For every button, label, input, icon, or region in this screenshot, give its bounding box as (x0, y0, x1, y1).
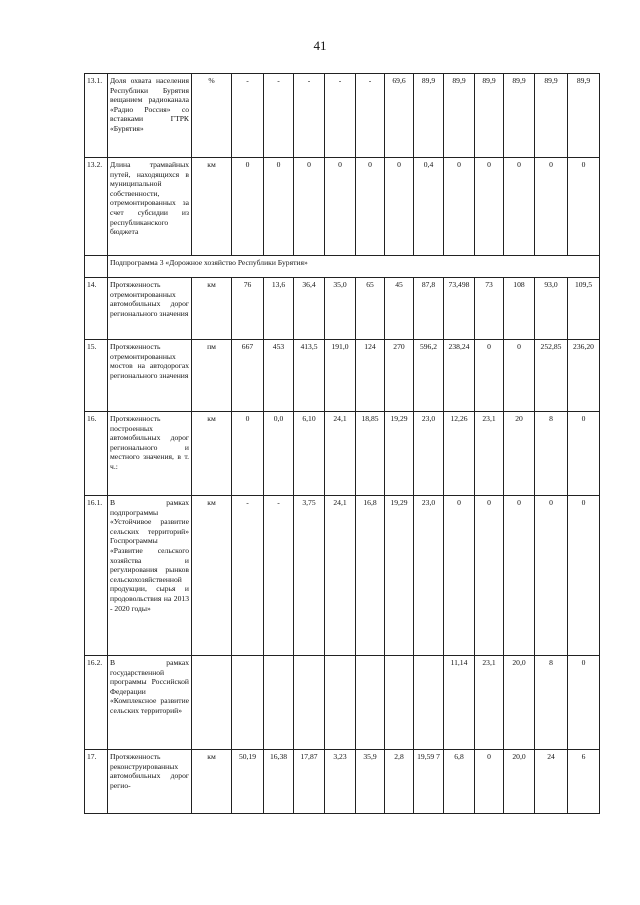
value-cell: 236,20 (568, 340, 600, 412)
value-cell: - (264, 496, 294, 656)
value-cell: 2,8 (385, 750, 414, 814)
value-cell: 16,8 (356, 496, 385, 656)
value-cell: 0 (568, 656, 600, 750)
value-cell: 16,38 (264, 750, 294, 814)
indicator-name: В рамках государственной программы Российской Федерации «Комплексное развитие сельских территорий» (108, 656, 192, 750)
value-cell: 73 (475, 278, 504, 340)
value-cell: 0 (294, 158, 325, 256)
subprogram-row (85, 256, 600, 278)
value-cell: 69,6 (385, 74, 414, 158)
value-cell: 270 (385, 340, 414, 412)
indicator-name: В рамках подпрограммы «Устойчивое развитие сельских территорий» Госпрограммы «Развитие сельского хозяйства и регулирования рынков сельскохозяйственной продукции, сырья и продовольствия на 2013 - 2020 годы» (108, 496, 192, 656)
indicator-name: Протяженность отремонтированных автомобильных дорог регионального значения (108, 278, 192, 340)
unit-cell: пм (192, 340, 232, 412)
value-cell: 19,29 (385, 496, 414, 656)
value-cell: 3,23 (325, 750, 356, 814)
value-cell: 0 (504, 158, 535, 256)
value-cell: 50,19 (232, 750, 264, 814)
value-cell: 89,9 (444, 74, 475, 158)
value-cell: 87,8 (414, 278, 444, 340)
value-cell: 36,4 (294, 278, 325, 340)
value-cell: 0 (385, 158, 414, 256)
subprogram-title: Подпрограмма 3 «Дорожное хозяйство Республики Бурятия» (108, 256, 600, 278)
value-cell: 0 (568, 412, 600, 496)
value-cell: 0 (535, 158, 568, 256)
value-cell (385, 656, 414, 750)
row-number: 16. (85, 412, 108, 496)
value-cell: 89,9 (504, 74, 535, 158)
table-row (85, 74, 600, 158)
value-cell: 0 (475, 496, 504, 656)
value-cell: 108 (504, 278, 535, 340)
value-cell: 0 (504, 340, 535, 412)
value-cell: 24 (535, 750, 568, 814)
value-cell: 12,26 (444, 412, 475, 496)
value-cell: 3,75 (294, 496, 325, 656)
value-cell (294, 656, 325, 750)
value-cell: 17,87 (294, 750, 325, 814)
unit-cell: км (192, 158, 232, 256)
value-cell: 23,1 (475, 656, 504, 750)
value-cell: 23,0 (414, 412, 444, 496)
value-cell: 252,85 (535, 340, 568, 412)
value-cell: 89,9 (475, 74, 504, 158)
indicator-name: Протяженность отремонтированных мостов на автодорогах регионального значения (108, 340, 192, 412)
unit-cell: км (192, 278, 232, 340)
value-cell: 20,0 (504, 656, 535, 750)
value-cell: 45 (385, 278, 414, 340)
value-cell (356, 656, 385, 750)
table-row (85, 496, 600, 656)
indicator-name: Доля охвата населения Республики Бурятия вещанием радиоканала «Радио Россия» со вставками ГТРК «Бурятия» (108, 74, 192, 158)
value-cell: 13,6 (264, 278, 294, 340)
value-cell: 0 (535, 496, 568, 656)
indicator-name: Протяженность построенных автомобильных дорог регионального и местного значения, в т. ч.: (108, 412, 192, 496)
value-cell (232, 656, 264, 750)
row-number: 15. (85, 340, 108, 412)
value-cell: 413,5 (294, 340, 325, 412)
value-cell: 109,5 (568, 278, 600, 340)
value-cell: 0 (356, 158, 385, 256)
indicator-name: Протяженность реконструированных автомобильных дорог регио- (108, 750, 192, 814)
value-cell: 0 (475, 158, 504, 256)
row-number-cell (85, 256, 108, 278)
value-cell: 596,2 (414, 340, 444, 412)
value-cell: 24,1 (325, 412, 356, 496)
value-cell: 238,24 (444, 340, 475, 412)
value-cell (264, 656, 294, 750)
row-number: 13.1. (85, 74, 108, 158)
value-cell: 0 (232, 158, 264, 256)
value-cell: 8 (535, 412, 568, 496)
value-cell: 6,10 (294, 412, 325, 496)
value-cell: 667 (232, 340, 264, 412)
value-cell: 0 (568, 496, 600, 656)
value-cell: 19,59 7 (414, 750, 444, 814)
value-cell: 124 (356, 340, 385, 412)
table-row (85, 750, 600, 814)
table-row (85, 278, 600, 340)
value-cell: 6,8 (444, 750, 475, 814)
value-cell: - (232, 496, 264, 656)
value-cell: 0 (475, 750, 504, 814)
value-cell: 89,9 (568, 74, 600, 158)
table-row (85, 412, 600, 496)
page-number: 41 (313, 38, 327, 53)
value-cell: - (264, 74, 294, 158)
value-cell: 20,0 (504, 750, 535, 814)
unit-cell (192, 656, 232, 750)
value-cell: 18,85 (356, 412, 385, 496)
row-number: 16.1. (85, 496, 108, 656)
value-cell: 11,14 (444, 656, 475, 750)
value-cell: 89,9 (535, 74, 568, 158)
unit-cell: км (192, 496, 232, 656)
value-cell: 76 (232, 278, 264, 340)
value-cell: - (325, 74, 356, 158)
value-cell: 73,498 (444, 278, 475, 340)
value-cell: 0 (475, 340, 504, 412)
value-cell: 0,0 (264, 412, 294, 496)
row-number: 14. (85, 278, 108, 340)
row-number: 16.2. (85, 656, 108, 750)
value-cell: 0 (568, 158, 600, 256)
value-cell (414, 656, 444, 750)
row-number: 13.2. (85, 158, 108, 256)
value-cell: - (294, 74, 325, 158)
unit-cell: % (192, 74, 232, 158)
value-cell: 0 (444, 496, 475, 656)
indicator-name: Длина трамвайных путей, находящихся в муниципальной собственности, отремонтированных за счет субсидии из республиканского бюджета (108, 158, 192, 256)
value-cell: 65 (356, 278, 385, 340)
value-cell: 453 (264, 340, 294, 412)
row-number: 17. (85, 750, 108, 814)
value-cell: - (232, 74, 264, 158)
value-cell: 0 (232, 412, 264, 496)
value-cell: 23,1 (475, 412, 504, 496)
value-cell: 20 (504, 412, 535, 496)
indicators-table (84, 73, 600, 814)
value-cell: 6 (568, 750, 600, 814)
value-cell: 93,0 (535, 278, 568, 340)
table-row (85, 158, 600, 256)
value-cell: - (356, 74, 385, 158)
value-cell: 0,4 (414, 158, 444, 256)
value-cell (325, 656, 356, 750)
value-cell: 8 (535, 656, 568, 750)
value-cell: 19,29 (385, 412, 414, 496)
table-row (85, 340, 600, 412)
unit-cell: км (192, 412, 232, 496)
value-cell: 24,1 (325, 496, 356, 656)
value-cell: 0 (325, 158, 356, 256)
value-cell: 191,0 (325, 340, 356, 412)
table-row (85, 656, 600, 750)
value-cell: 0 (444, 158, 475, 256)
value-cell: 0 (504, 496, 535, 656)
value-cell: 0 (264, 158, 294, 256)
value-cell: 89,9 (414, 74, 444, 158)
value-cell: 23,0 (414, 496, 444, 656)
value-cell: 35,0 (325, 278, 356, 340)
unit-cell: км (192, 750, 232, 814)
value-cell: 35,9 (356, 750, 385, 814)
